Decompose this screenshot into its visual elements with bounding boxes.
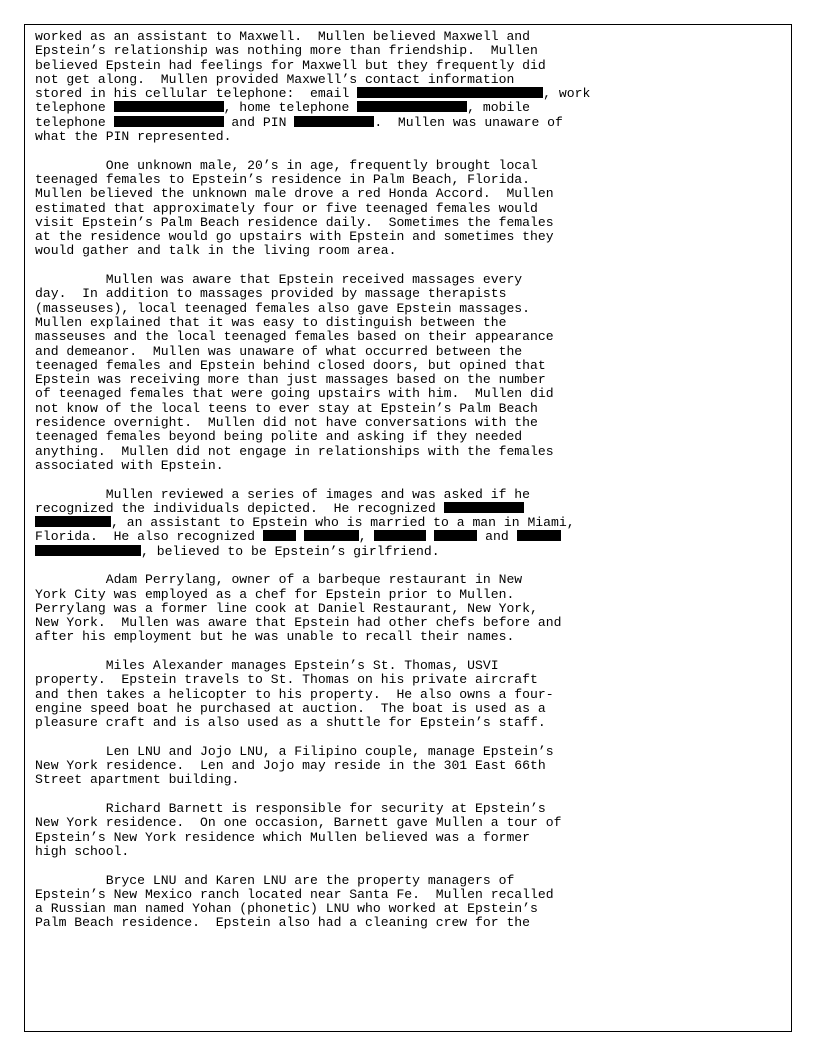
text-line: Epstein’s New Mexico ranch located near Santa Fe. Mullen recalled — [35, 886, 554, 902]
text-line: Bryce LNU and Karen LNU are the property managers of — [35, 872, 515, 888]
text-line: after his employment but he was unable to recall their names. — [35, 629, 515, 645]
text-line: telephone , home telephone , mobile — [35, 100, 531, 116]
redaction-name — [35, 516, 111, 527]
text-line: Miles Alexander manages Epstein’s St. Thomas, USVI — [35, 658, 499, 674]
text-line: Mullen reviewed a series of images and was asked if he — [35, 486, 531, 502]
redaction-email — [357, 87, 543, 98]
text-line: stored in his cellular telephone: email , work — [35, 86, 591, 102]
text-line: a Russian man named Yohan (phonetic) LNU who worked at Epstein’s — [35, 901, 538, 917]
text-line: visit Epstein’s Palm Beach residence daily. Sometimes the females — [35, 214, 554, 230]
text-line: teenaged females and Epstein behind closed doors, but opined that — [35, 357, 546, 373]
text-line: New York residence. On one occasion, Barnett gave Mullen a tour of — [35, 815, 562, 831]
paragraph-3 — [35, 273, 795, 473]
text-line: associated with Epstein. — [35, 457, 224, 473]
redaction-name — [444, 502, 524, 513]
text-line: (masseuses), local teenaged females also gave Epstein massages. — [35, 300, 531, 316]
text-line: not know of the local teens to ever stay at Epstein’s Palm Beach — [35, 400, 538, 416]
text-line: teenaged females beyond being polite and asking if they needed — [35, 429, 523, 445]
paragraph-5 — [35, 573, 795, 644]
text-line: and then takes a helicopter to his property. He also owns a four- — [35, 686, 554, 702]
text-line: Epstein’s relationship was nothing more than friendship. Mullen — [35, 43, 538, 59]
text-line: , believed to be Epstein’s girlfriend. — [35, 545, 795, 559]
redaction-name — [374, 530, 426, 541]
redaction-work-telephone — [114, 101, 224, 112]
paragraph-6 — [35, 659, 795, 730]
paragraph-7 — [35, 745, 795, 788]
redaction-mobile-telephone — [114, 116, 224, 127]
text-line: Mullen was aware that Epstein received massages every — [35, 272, 523, 288]
text-line: what the PIN represented. — [35, 129, 232, 145]
text-line: worked as an assistant to Maxwell. Mullen believed Maxwell and — [35, 29, 531, 44]
text-line: New York residence. Len and Jojo may reside in the 301 East 66th — [35, 758, 546, 774]
text-line: day. In addition to massages provided by massage therapists — [35, 286, 507, 302]
text-line: York City was employed as a chef for Epstein prior to Mullen. — [35, 586, 515, 602]
redaction-name — [434, 530, 477, 541]
text-line: Adam Perrylang, owner of a barbeque restaurant in New — [35, 572, 523, 588]
text-line: Richard Barnett is responsible for security at Epstein’s — [35, 801, 546, 817]
redaction-name — [35, 545, 141, 556]
text-line: believed Epstein had feelings for Maxwell but they frequently did — [35, 57, 546, 73]
text-line: residence overnight. Mullen did not have conversations with the — [35, 415, 538, 431]
text-line: Mullen explained that it was easy to distinguish between the — [35, 314, 507, 330]
redaction-name — [304, 530, 359, 541]
redaction-pin — [294, 116, 374, 127]
text-line: Perrylang was a former line cook at Daniel Restaurant, New York, — [35, 600, 538, 616]
text-line: pleasure craft and is also used as a shuttle for Epstein’s staff. — [35, 715, 546, 731]
text-line: and demeanor. Mullen was unaware of what occurred between the — [35, 343, 523, 359]
text-line: of teenaged females that were going upstairs with him. Mullen did — [35, 386, 554, 402]
text-line: Len LNU and Jojo LNU, a Filipino couple, manage Epstein’s — [35, 743, 554, 759]
paragraph-4 — [35, 488, 795, 559]
paragraph-2 — [35, 159, 795, 259]
text-line: at the residence would go upstairs with Epstein and sometimes they — [35, 229, 554, 245]
text-line: teenaged females to Epstein’s residence in Palm Beach, Florida. — [35, 171, 531, 187]
text-line: engine speed boat he purchased at auction. The boat is used as a — [35, 700, 546, 716]
text-line: would gather and talk in the living room area. — [35, 243, 397, 259]
paragraph-9 — [35, 874, 795, 931]
text-line: Mullen believed the unknown male drove a red Honda Accord. Mullen — [35, 186, 554, 202]
text-line: not get along. Mullen provided Maxwell’s contact information — [35, 71, 515, 87]
text-line: One unknown male, 20’s in age, frequently brought local — [35, 157, 538, 173]
text-line: high school. — [35, 843, 130, 859]
text-line: Epstein’s New York residence which Mullen believed was a former — [35, 829, 531, 845]
text-line: , an assistant to Epstein who is married to a man in Miami, — [35, 516, 795, 530]
text-line: Florida. He also recognized , and — [35, 530, 795, 544]
text-line: Epstein was receiving more than just massages based on the number — [35, 372, 546, 388]
text-line: Palm Beach residence. Epstein also had a cleaning crew for the — [35, 915, 531, 931]
redaction-home-telephone — [357, 101, 467, 112]
paragraph-8 — [35, 802, 795, 859]
redaction-name — [263, 530, 296, 541]
text-line: telephone and PIN . Mullen was unaware of — [35, 114, 563, 130]
text-line: anything. Mullen did not engage in relationships with the females — [35, 443, 554, 459]
text-line: property. Epstein travels to St. Thomas on his private aircraft — [35, 672, 538, 688]
redaction-name — [517, 530, 561, 541]
text-line: recognized the individuals depicted. He recognized — [35, 502, 795, 516]
paragraph-1 — [35, 30, 795, 144]
text-line: New York. Mullen was aware that Epstein had other chefs before and — [35, 615, 562, 631]
document-body — [35, 30, 795, 931]
text-line: Street apartment building. — [35, 772, 240, 788]
text-line: estimated that approximately four or five teenaged females would — [35, 200, 538, 216]
text-line: masseuses and the local teenaged females based on their appearance — [35, 329, 554, 345]
